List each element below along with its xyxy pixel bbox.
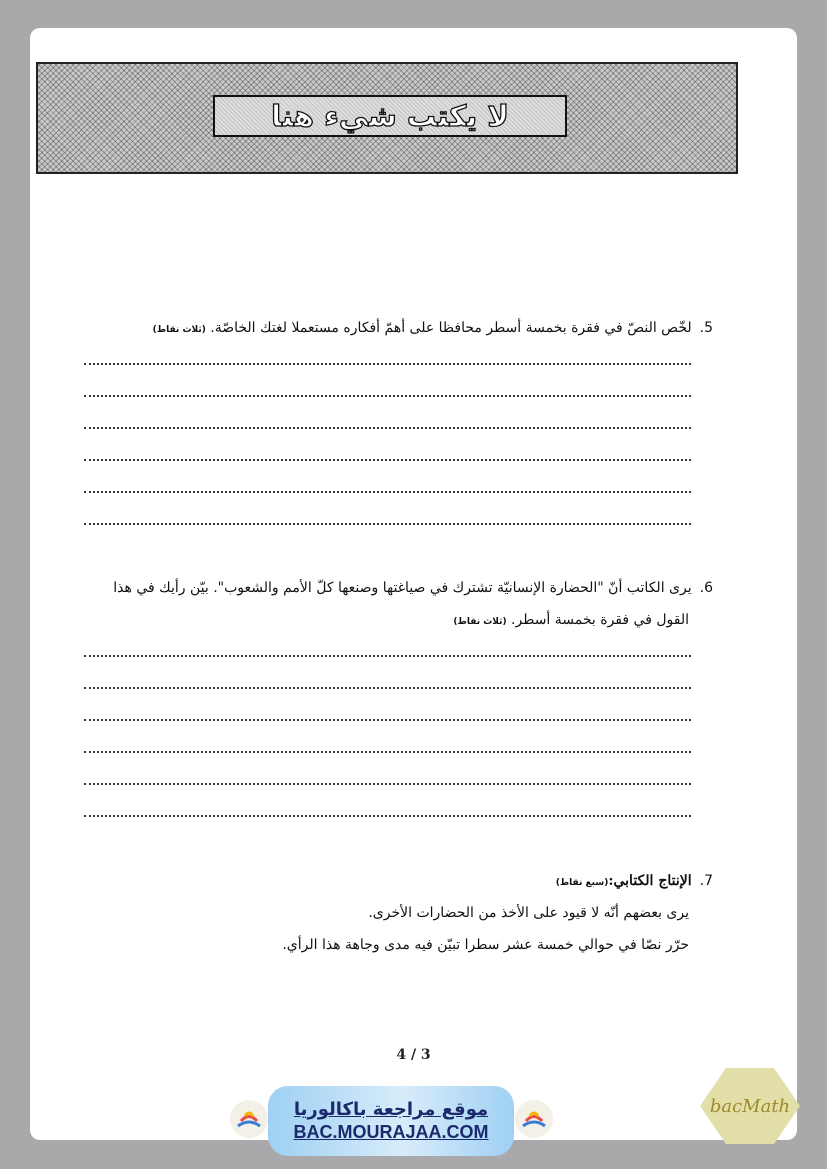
answer-line[interactable] bbox=[84, 751, 691, 753]
banner-box bbox=[213, 95, 567, 137]
answer-line[interactable] bbox=[84, 491, 691, 493]
question-6-text-line2: القول في فقرة بخمسة أسطر. bbox=[511, 612, 689, 628]
question-7 bbox=[556, 873, 713, 889]
site-logo-icon bbox=[515, 1100, 553, 1138]
answer-line[interactable] bbox=[84, 363, 691, 365]
question-6 bbox=[113, 580, 713, 596]
site-url[interactable]: BAC.MOURAJAA.COM bbox=[293, 1122, 489, 1142]
question-7-points: (سبع نقاط) bbox=[555, 878, 609, 888]
page-number: 4 / 3 bbox=[396, 1047, 431, 1063]
site-name-arabic[interactable]: موقع مراجعة باكالوريا bbox=[293, 1099, 489, 1120]
question-5-number: 5. bbox=[699, 320, 713, 336]
question-6-text-line1: يرى الكاتب أنّ "الحضارة الإنسانيّة تشترك في صياغتها وصنعها كلّ الأمم والشعوب". بيّن رأيك في هذا bbox=[113, 580, 692, 596]
question-6-points: (ثلاث نقاط) bbox=[453, 617, 507, 627]
answer-line[interactable] bbox=[84, 395, 691, 397]
question-6-number: 6. bbox=[699, 580, 713, 596]
question-5-points: (ثلاث نقاط) bbox=[152, 325, 206, 335]
answer-line[interactable] bbox=[84, 655, 691, 657]
answer-line[interactable] bbox=[84, 459, 691, 461]
question-7-line2: حرّر نصّا في حوالي خمسة عشر سطرا تبيّن فيه مدى وجاهة هذا الرأي. bbox=[282, 937, 689, 953]
banner-text: لا يكتب شيء هنا bbox=[271, 99, 509, 133]
bacmath-badge[interactable] bbox=[698, 1066, 802, 1146]
answer-line[interactable] bbox=[84, 783, 691, 785]
site-logo-icon bbox=[230, 1100, 268, 1138]
question-5-text: لخّص النصّ في فقرة بخمسة أسطر محافظا على أهمّ أفكاره مستعملا لغتك الخاصّة. bbox=[210, 320, 692, 336]
question-7-line1: يرى بعضهم أنّه لا قيود على الأخذ من الحضارات الأخرى. bbox=[368, 905, 689, 921]
question-7-title: الإنتاج الكتابي: bbox=[608, 873, 692, 889]
answer-line[interactable] bbox=[84, 815, 691, 817]
answer-line[interactable] bbox=[84, 687, 691, 689]
question-5 bbox=[153, 320, 713, 336]
bacmath-badge-text: bacMath bbox=[709, 1095, 791, 1117]
answer-line[interactable] bbox=[84, 719, 691, 721]
answer-line[interactable] bbox=[84, 427, 691, 429]
do-not-write-banner bbox=[36, 62, 738, 174]
question-6-line2 bbox=[453, 612, 689, 628]
question-7-number: 7. bbox=[699, 873, 713, 889]
answer-line[interactable] bbox=[84, 523, 691, 525]
site-link-button[interactable] bbox=[268, 1086, 514, 1156]
